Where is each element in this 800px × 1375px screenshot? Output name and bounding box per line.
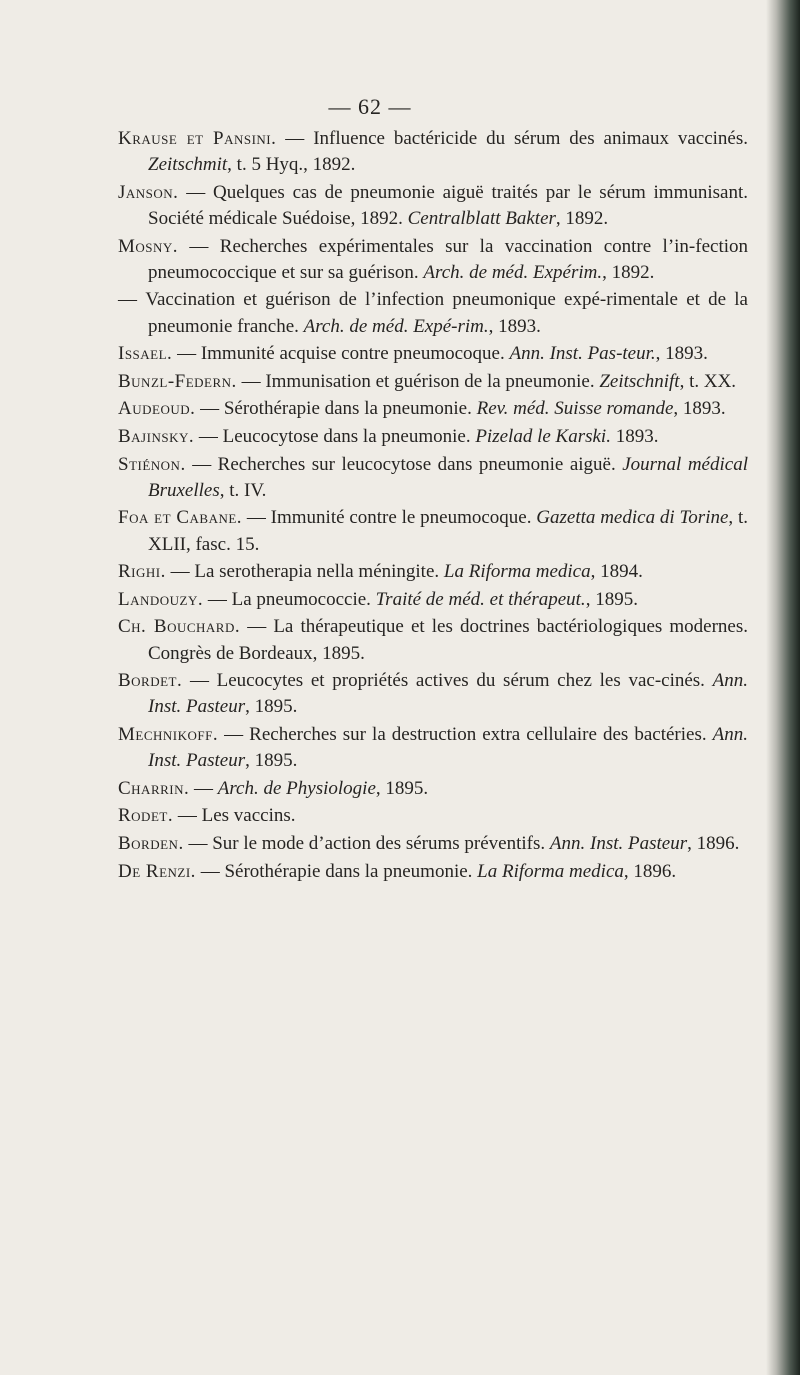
reference-author: Bordet. [118,670,183,692]
reference-text: — Quelques cas de pneumonie aiguë traités par le sérum immunisant. Société médicale Suédoise, 1892. [148,181,748,229]
reference-author: Bunzl-Federn. [118,370,237,392]
bibliography-list [118,126,748,886]
reference-author: Audeoud. [118,398,196,420]
reference-entry [118,396,748,422]
reference-entry [118,424,748,450]
page-edge-shadow [766,0,800,1375]
reference-text: , 1896. [623,860,677,882]
reference-source-title: Ann. Inst. Pasteur [148,723,748,772]
reference-entry [118,369,748,395]
reference-entry [118,559,748,585]
reference-text: — Recherches sur la destruction extra cellulaire des bactéries. [218,723,713,745]
reference-entry [118,859,748,885]
reference-text: — Immunité contre le pneumocoque. [242,507,537,529]
reference-author: Charrin. [118,777,190,799]
reference-text: — Immunité acquise contre pneumocoque. [172,343,510,365]
reference-text: , t. IV. [219,479,267,501]
reference-author: Rodet. [118,805,174,827]
reference-text: — [189,777,218,799]
reference-author: Righi. [118,561,166,583]
reference-entry [118,505,748,557]
reference-source-title: Centralblatt Bakter [407,208,556,229]
reference-author: Bajinsky. [118,425,195,447]
reference-source-title: La Riforma medica [443,561,591,583]
reference-entry [118,452,748,504]
reference-author: Krause et Pansini. [118,128,277,149]
reference-text: — Influence bactéricide du sérum des animaux vaccinés. [276,128,749,149]
reference-author: Borden. [118,832,184,854]
reference-author: Mosny. [118,235,179,257]
reference-text: — Les vaccins. [173,805,296,827]
reference-entry [118,126,748,178]
reference-source-title: Gazetta medica di Torine [536,507,729,529]
reference-entry [118,614,748,666]
reference-author: Stiénon. [118,453,186,475]
reference-text: — Immunisation et guérison de la pneumonie. [236,370,600,392]
reference-text: , 1892. [602,261,655,283]
reference-text: — Leucocytes et propriétés actives du sérum chez les vac-cinés. [182,670,713,692]
reference-author: Issael. [118,343,173,365]
reference-text: , t. XX. [679,370,737,392]
reference-text: — La serotherapia nella méningite. [165,561,444,583]
reference-source-title: Traité de méd. et thérapeut. [375,588,586,610]
reference-text: , t. 5 Hyq., 1892. [227,154,356,176]
reference-entry [118,831,748,857]
reference-author: — [118,289,138,311]
reference-text: 1893. [610,425,659,447]
reference-text: , 1896. [687,832,740,854]
reference-text: , 1895. [585,588,638,610]
reference-author: Ch. Bouchard. [118,616,241,638]
reference-author: Janson. [118,181,179,203]
reference-source-title: Arch. de méd. Expérim. [423,261,603,283]
reference-entry [118,668,748,720]
reference-source-title: Zeitschnift [599,370,680,392]
reference-text: — Recherches expérimentales sur la vaccination contre l’in-fection pneumococcique et sur sa guérison. [148,235,748,283]
reference-source-title: Arch. de Physiologie [217,777,376,799]
reference-author: Foa et Cabane. [118,507,243,529]
reference-text: — Sérothérapie dans la pneumonie. [195,398,477,420]
reference-entry [118,287,748,339]
reference-source-title: Journal médical Bruxelles [148,453,748,501]
reference-entry [118,587,748,613]
reference-text: — Leucocytose dans la pneumonie. [194,425,476,447]
reference-author: De Renzi. [118,860,196,882]
reference-text: , 1895. [245,750,298,772]
reference-author: Landouzy. [118,588,204,610]
reference-text: Vaccination et guérison de l’infection pneumonique expé-rimentale et de la pneumonie franche. [137,289,748,337]
reference-text: — Recherches sur leucocytose dans pneumonie aiguë. [185,453,623,475]
reference-author: Mechnikoff. [118,723,219,745]
reference-entry [118,234,748,286]
reference-entry [118,776,748,802]
reference-text: , 1893. [655,343,708,365]
page-number: — 62 — [328,94,412,119]
reference-text: , 1895. [245,696,298,718]
reference-source-title: Ann. Inst. Pasteur [549,832,688,854]
reference-text: — La pneumococcie. [203,588,376,610]
reference-text: , t. XLII, fasc. 15. [148,507,748,555]
reference-source-title: Zeitschmit [148,154,228,176]
reference-source-title: Ann. Inst. Pasteur [148,670,748,718]
reference-entry [118,180,748,232]
reference-source-title: Rev. méd. Suisse romande [476,398,674,420]
reference-entry [118,341,748,367]
reference-text: — Sur le mode d’action des sérums préventifs. [183,832,550,854]
reference-entry [118,803,748,829]
reference-text: , 1894. [590,561,643,583]
reference-text: , 1893. [488,315,541,337]
reference-text: , 1893. [673,398,726,420]
reference-text: , 1892. [555,208,609,229]
reference-entry [118,722,748,774]
reference-source-title: Pizelad le Karski. [475,425,611,447]
reference-text: , 1895. [375,777,429,799]
reference-text: — Sérothérapie dans la pneumonie. [195,860,478,882]
reference-source-title: La Riforma medica [477,860,624,882]
reference-source-title: Arch. de méd. Expé-rim. [303,315,489,337]
reference-source-title: Ann. Inst. Pas-teur. [509,343,656,365]
reference-text: — La thérapeutique et les doctrines bactériologiques modernes. Congrès de Bordeaux, 1895. [148,616,748,664]
